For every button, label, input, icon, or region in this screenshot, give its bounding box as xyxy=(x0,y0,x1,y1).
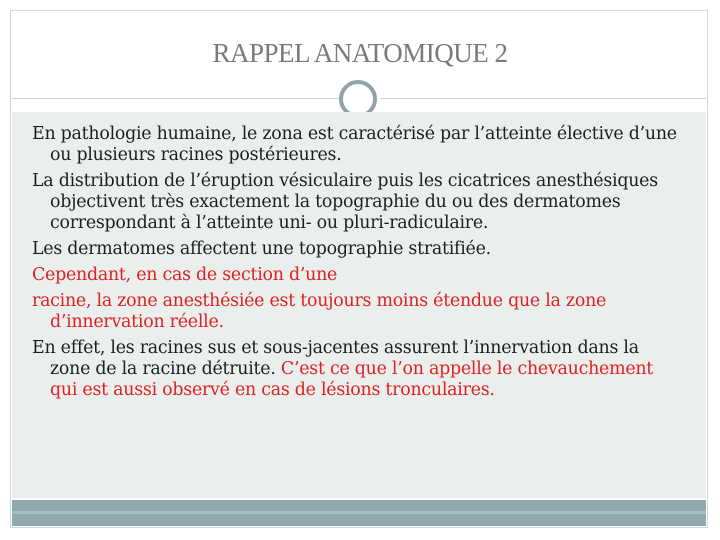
paragraph-text: La distribution de l’éruption vésiculaire puis les cicatrices anesthésiques objectivent très exactement la topographie du ou des dermatomes correspondant à l’atteinte uni- ou pluri-radiculaire. xyxy=(32,171,658,233)
slide-body xyxy=(32,124,680,406)
title-divider-left xyxy=(12,98,340,99)
paragraph-dermatomes-stratified xyxy=(32,239,680,260)
bottom-accent-stripe xyxy=(12,511,706,514)
slide-title: RAPPEL ANATOMIQUE 2 xyxy=(212,38,508,68)
paragraph-highlight-text: C’est ce que l’on appelle le chevauchement qui est aussi observé en cas de lésions tronculaires. xyxy=(50,359,654,400)
paragraph-anesthetic-zone xyxy=(32,291,680,333)
paragraph-text: En pathologie humaine, le zona est caractérisé par l’atteinte élective d’une ou plusieurs racines postérieures. xyxy=(32,124,677,165)
paragraph-eruption-distribution xyxy=(32,171,680,234)
paragraph-text: racine, la zone anesthésiée est toujours moins étendue que la zone d’innervation réelle. xyxy=(32,291,607,332)
paragraph-text: En effet, les racines sus et sous-jacentes assurent l’innervation dans la zone de la racine détruite. xyxy=(32,338,639,379)
paragraph-overlap xyxy=(32,338,680,401)
paragraph-text: Les dermatomes affectent une topographie stratifiée. xyxy=(32,239,491,259)
bottom-accent-bar xyxy=(12,500,706,526)
paragraph-text: Cependant, en cas de section d’une xyxy=(32,265,338,285)
paragraph-section-intro xyxy=(32,265,680,286)
paragraph-zona-definition xyxy=(32,124,680,166)
title-divider-right xyxy=(380,98,706,99)
